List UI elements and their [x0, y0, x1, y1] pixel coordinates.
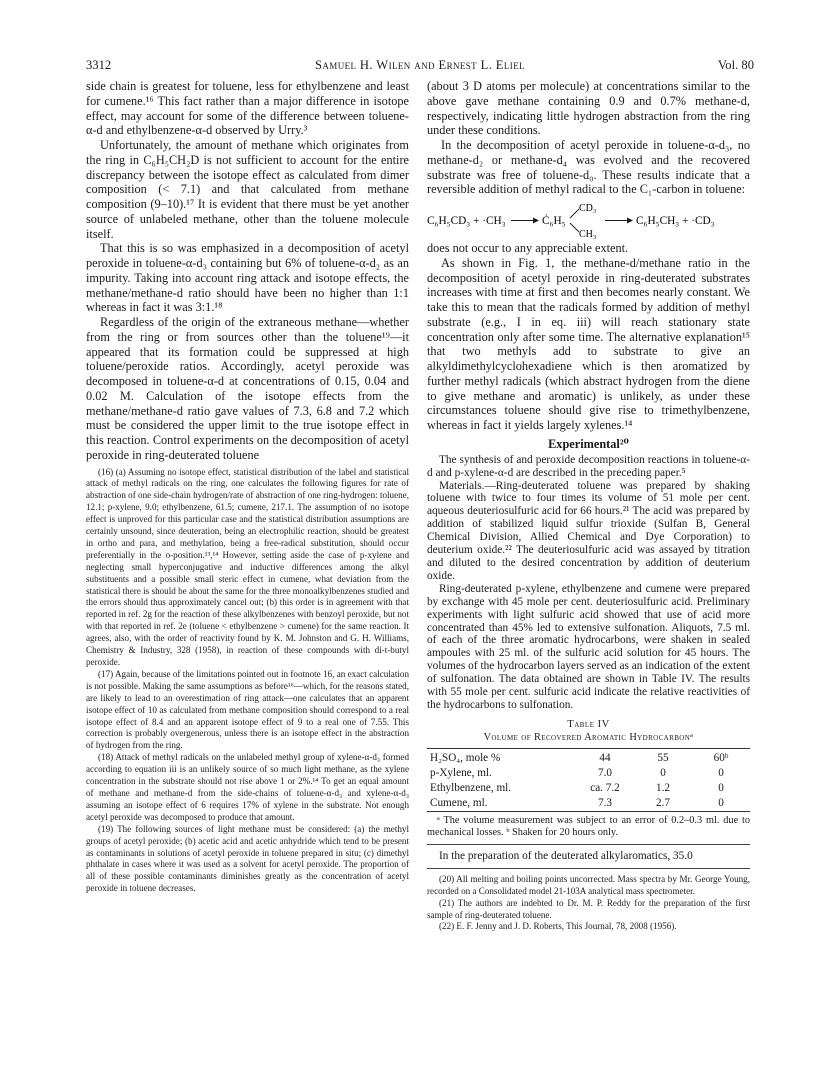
table-cell: 44 — [599, 751, 611, 764]
table-title: Table IV — [567, 718, 610, 730]
body-paragraph: That this is so was emphasized in a decomposition of acetyl peroxide in toluene-α-d₃ containing but 6% of toluene-α-d₂ as an impurity. Taking into account ring attack and isotope effects, the methane/methane-d ratio should have been no higher than 1:1 whereas in fact it was 3:1.¹⁸ — [86, 241, 409, 315]
data-table — [427, 748, 750, 812]
equation-product: C₆H₅CH₃ + ·CD₃ — [636, 215, 715, 227]
table-cell: 7.3 — [598, 796, 612, 809]
left-column — [86, 79, 409, 895]
footnote-18: (18) Attack of methyl radicals on the unlabeled methyl group of xylene-α-d₃ formed according to equation iii is an unlikely source of so much light methane, as the xylene concentration in the substrate should not rise above 1 or 2%.¹⁴ To get an equal amount of methane and methane-d from the side-chains of toluene-α-d₃ and xylene-α-d₃ assuming an isotope effect of 6 requires 17% of xylene in the substrate. Not enough acetyl peroxide was decomposed to produce that amount. — [86, 752, 409, 822]
table-cell: 7.0 — [598, 766, 612, 779]
footnote-21: (21) The authors are indebted to Dr. M. P. Reddy for the preparation of the first sample of ring-deuterated toluene. — [427, 897, 750, 920]
table-cell: p-Xylene, ml. — [430, 766, 492, 779]
experimental-paragraph: In the preparation of the deuterated alkylaromatics, 35.0 — [439, 849, 693, 862]
body-paragraph: (about 3 D atoms per molecule) at concentrations similar to the above gave methane containing 0.9 and 0.7% methane-d, respectively, indicating little hydrogen abstraction from the ring under these conditions. — [427, 79, 750, 138]
table-cell: 0 — [660, 766, 666, 779]
reaction-equation — [427, 200, 750, 240]
volume-label: Vol. 80 — [717, 58, 754, 72]
running-title: Samuel H. Wilen and Ernest L. Eliel — [314, 58, 525, 72]
reaction-arrow-head — [533, 218, 539, 224]
section-heading: Experimental²⁰ — [548, 436, 629, 451]
footnote-16: (16) (a) Assuming no isotope effect, statistical distribution of the label and statistical attack of methyl radicals on the ring, one calculates the following figures for rate of abstraction of one side-chain hydrogen/rate of abstraction of one ring-hydrogen: toluene, 12.1; p-xylene, 9.0; ethylbenzene, 61.5; cumene, 217.1. The assumption of no isotope effect is unproved for this particular case and the statistical distribution assumptions are certainly unsound, since deuteration, being an electrophilic reaction, should be greatest in ortho and para, and methylation, being a free-radical substitution, should occur preferentially in the o-position.¹³,¹⁴ However, setting aside the case of p-xylene and neglecting small hyperconjugative and inductive differences among the alkyl substituents and a possible small steric effect in cumene, what deviation from the statistical there is should be about the same for the three monoalkylbenzenes studied and the errors should thus approximately cancel out; (b) this order is in agreement with that reported in ref. 2g for the reaction of these alkylbenzenes with benzoyl peroxide, but not with that reported in ref. 2e (toluene < ethylbenzene > cumene) for the same reaction. It agrees, also, with the order of reactivity found by K. M. Johnston and G. H. Williams, Chemistry & Industry, 328 (1958), in reaction of these compounds with di-t-butyl peroxide. — [86, 466, 409, 667]
table-row — [427, 796, 750, 812]
substituent-bottom: CH₃ — [579, 229, 597, 240]
running-header — [86, 58, 754, 74]
footnote-17: (17) Again, because of the limitations pointed out in footnote 16, an exact calculation is not possible. Making the same assumptions as before¹⁶—which, for the reasons stated, are likely to lead to an overestimation of ring attack—one calculates that an apparent isotope effect of 10 as calculated from methane composition should correspond to a real isotope effect of 8.4 and an apparent isotope effect of 9 to a real one of 7.55. This correction is probably overgenerous, unless there is an isotope effect in the abstraction of hydrogen from the ring. — [86, 668, 409, 751]
table-cell: 0 — [718, 796, 724, 809]
table-cell: 1.2 — [656, 781, 670, 794]
bond-line-bottom — [570, 223, 579, 232]
table-cell: Cumene, ml. — [430, 796, 488, 809]
table-footnote: ᵃ The volume measurement was subject to an error of 0.2–0.3 ml. due to mechanical losses. ᵇ Shaken for 20 hours only. — [427, 814, 750, 838]
footnote-19: (19) The following sources of light methane must be considered: (a) the methyl groups of acetyl peroxide; (b) acetic acid and acetic anhydride which tend to be present as contaminants in solutions of acetyl peroxide in toluene prepared in situ; (c) dimethyl phthalate in cases where it was used as a solvent for acetyl peroxide. The proportion of all of these possible contaminants diminishes greatly as the concentration of acetyl peroxide in toluene decreases. — [86, 823, 409, 894]
table-cell: ca. 7.2 — [590, 781, 620, 794]
footnote-divider — [427, 844, 750, 845]
table-cell: 0 — [718, 781, 724, 794]
page-number: 3312 — [86, 58, 112, 72]
equation-reactant: C₆H₅CD₃ + ·CH₃ — [427, 215, 506, 227]
body-paragraph: does not occur to any appreciable extent. — [427, 241, 629, 255]
footnote-22: (22) E. F. Jenny and J. D. Roberts, This Journal, 78, 2008 (1956). — [439, 921, 677, 932]
reaction-equation-svg — [427, 200, 750, 240]
body-paragraph: In the decomposition of acetyl peroxide in toluene-α-d₃, no methane-d₂ or methane-d₄ was evolved and the recovered substrate was free of toluene-d₀. These results indicate that a reversible addition of methyl radical to the C₁-carbon in toluene: — [427, 138, 750, 197]
table-row — [427, 748, 750, 766]
bond-line-top — [570, 209, 579, 218]
table-row — [427, 766, 750, 781]
table-cell: 55 — [657, 751, 669, 764]
body-paragraph: Unfortunately, the amount of methane which originates from the ring in C₆H₅CH₂D is not sufficient to account for the entire discrepancy between the isotope effect as calculated from dimer composition (< 7.1) and that calculated from methane composition (9–10).¹⁷ It is evident that there must be yet another source of unlabeled methane, other than the toluene molecule itself. — [86, 138, 409, 241]
equation-intermediate: Ċ₆H₅ — [542, 215, 566, 227]
experimental-paragraph: The synthesis of and peroxide decomposition reactions in toluene-α-d and p-xylene-α-d are described in the preceding paper.⁵ — [427, 453, 750, 479]
table-cell: H₂SO₄, mole % — [430, 751, 501, 764]
substituent-top: CD₃ — [579, 203, 597, 214]
table-row — [427, 781, 750, 796]
right-column — [427, 79, 750, 933]
body-paragraph: side chain is greatest for toluene, less for ethylbenzene and least for cumene.¹⁶ This fact rather than a major difference in isotope effect, may account for some of the difference between toluene-α-d and ethylbenzene-α-d observed by Urry.³ — [86, 79, 409, 138]
footnote-20: (20) All melting and boiling points uncorrected. Mass spectra by Mr. George Young, recorded on a Consolidated model 21-103A analytical mass spectrometer. — [427, 873, 750, 896]
experimental-paragraph: Materials.—Ring-deuterated toluene was prepared by shaking toluene with twice to four times its volume of 51 mole per cent. aqueous deuteriosulfuric acid for 66 hours.²¹ The acid was prepared by addition of stabilized liquid sulfur trioxide (Sulfan B, General Chemical Division, Allied Chemical and Dye Corporation) to deuterium oxide.²² The deuteriosulfuric acid was assayed by titration and diluted to the desired concentration by addition of deuterium oxide. — [427, 479, 750, 582]
table-cell: 0 — [718, 766, 724, 779]
body-paragraph: Regardless of the origin of the extraneous methane—whether from the ring or from sources other than the toluene¹⁹—it appeared that its formation could be suppressed at high toluene/peroxide ratios. Accordingly, acetyl peroxide was decomposed in toluene-α-d at concentrations of 0.15, 0.04 and 0.02 M. Calculation of the isotope effects from the methane/methane-d ratio gave values of 7.3, 6.8 and 7.2 which must be considered the upper limit to the true isotope effect in this reaction. Control experiments on the decomposition of acetyl peroxide in ring-deuterated toluene — [86, 315, 409, 462]
table-cell: 60ᵇ — [713, 751, 729, 764]
table-caption: Volume of Recovered Aromatic Hydrocarbonᵃ — [483, 731, 694, 743]
reaction-arrow-head — [627, 218, 633, 224]
experimental-paragraph: Ring-deuterated p-xylene, ethylbenzene and cumene were prepared by exchange with 45 mole per cent. deuteriosulfuric acid. Preliminary experiments with light sulfuric acid showed that use of acid more concentrated than 45% led to extensive sulfonation. Aliquots, 7.5 ml. of each of the three aromatic hydrocarbons, were shaken in sealed ampoules with 25 ml. of the sulfuric acid solution for 45 hours. The volumes of the hydrocarbon layers served as an indication of the extent of sulfonation. The data obtained are shown in Table IV. The results with 55 mole per cent. sulfuric acid indicate the relative reactivities of the hydrocarbons to sulfonation. — [427, 582, 750, 711]
table-cell: 2.7 — [656, 796, 670, 809]
body-paragraph: As shown in Fig. 1, the methane-d/methane ratio in the decomposition of acetyl peroxide in ring-deuterated substrates increases with time at first and then becomes nearly constant. We take this to mean that the radicals formed by addition of methyl substrate (e.g., I in eq. iii) will reach stationary state concentration only after some time. The alternative explanation¹⁵ that two methyls add to substrate to give an alkyldimethylcyclohexadiene which is then aromatized by further methyl radicals (which abstract hydrogen from the diene to give methane and aromatic) is unlikely, as under these circumstances toluene should give rise to trimethylbenzene, whereas in fact it yields largely xylenes.¹⁴ — [427, 255, 750, 432]
footnote-divider — [427, 868, 750, 869]
table-cell: Ethylbenzene, ml. — [430, 781, 512, 794]
